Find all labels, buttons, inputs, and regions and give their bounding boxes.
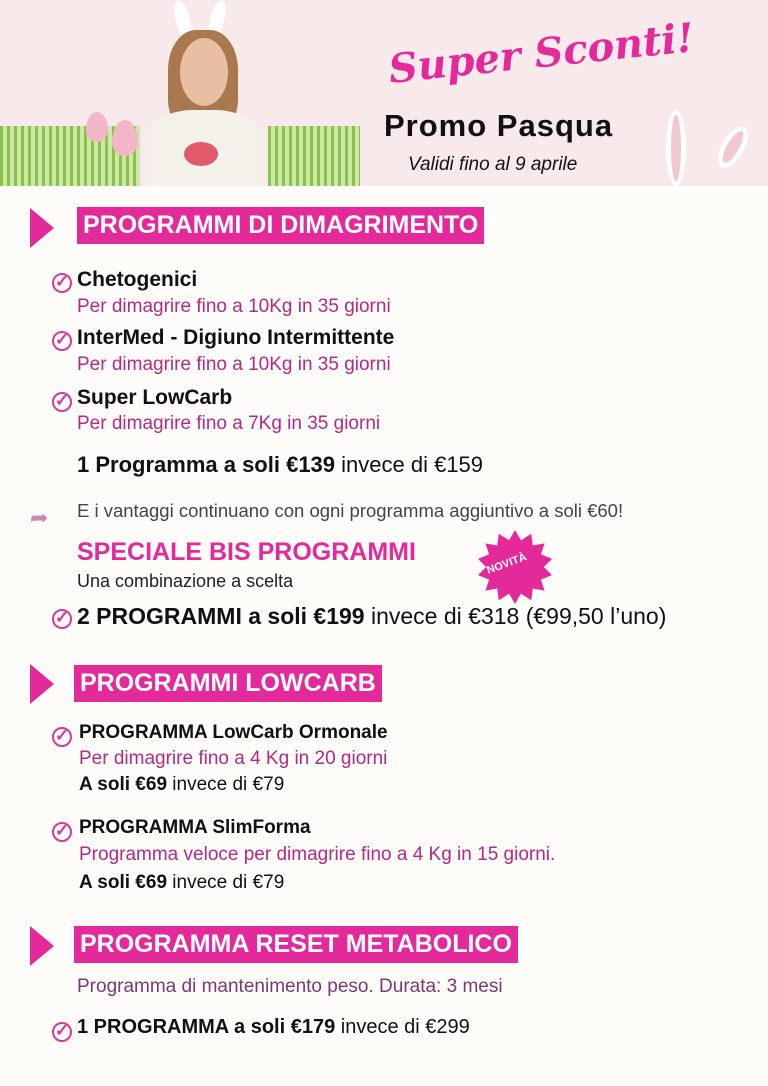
program-desc: Per dimagrire fino a 4 Kg in 20 giorni bbox=[79, 748, 388, 769]
super-sconti-script: Super Sconti! bbox=[386, 14, 697, 93]
hero-banner bbox=[0, 0, 768, 186]
section-title-lowcarb: PROGRAMMI LOWCARB bbox=[74, 665, 382, 702]
promo-title: Promo Pasqua bbox=[384, 108, 614, 143]
bis-price-line: 2 PROGRAMMI a soli €199 invece di €318 (€99,50 l’uno) bbox=[77, 603, 667, 629]
extra-program-note: E i vantaggi continuano con ogni programma aggiuntivo a soli €60! bbox=[77, 500, 624, 521]
price-line: A soli €69 invece di €79 bbox=[79, 872, 285, 893]
price-line: 1 Programma a soli €139 invece di €159 bbox=[77, 452, 484, 477]
check-icon: ✓ bbox=[52, 273, 72, 293]
program-name: InterMed - Digiuno Intermittente bbox=[77, 326, 395, 349]
program-name: PROGRAMMA LowCarb Ormonale bbox=[79, 722, 388, 743]
woman-photo bbox=[140, 0, 268, 186]
price-line: 1 PROGRAMMA a soli €179 invece di €299 bbox=[77, 1016, 470, 1038]
egg-image bbox=[112, 120, 138, 156]
grass-image bbox=[268, 126, 360, 186]
bis-title: SPECIALE BIS PROGRAMMI bbox=[77, 538, 416, 566]
check-icon: ✓ bbox=[52, 609, 72, 629]
section-title-reset: PROGRAMMA RESET METABOLICO bbox=[74, 926, 518, 963]
check-icon: ✓ bbox=[52, 392, 72, 412]
check-icon: ✓ bbox=[52, 1022, 72, 1042]
program-desc: Programma veloce per dimagrire fino a 4 Kg in 15 giorni. bbox=[79, 844, 556, 865]
check-icon: ✓ bbox=[52, 331, 72, 351]
curved-arrow-icon: ➦ bbox=[30, 505, 49, 530]
price-line: A soli €69 invece di €79 bbox=[79, 774, 285, 795]
section-arrow-icon bbox=[30, 664, 54, 704]
program-name: Chetogenici bbox=[77, 268, 198, 291]
program-desc: Per dimagrire fino a 10Kg in 35 giorni bbox=[77, 296, 391, 317]
bunny-ear-icon bbox=[666, 110, 686, 186]
validity-text: Validi fino al 9 aprile bbox=[408, 154, 578, 175]
section-arrow-icon bbox=[30, 208, 54, 248]
check-icon: ✓ bbox=[52, 727, 72, 747]
section-arrow-icon bbox=[30, 926, 54, 966]
program-desc: Per dimagrire fino a 10Kg in 35 giorni bbox=[77, 354, 391, 375]
reset-desc: Programma di mantenimento peso. Durata: 3 mesi bbox=[77, 976, 503, 997]
section-title-dimagrimento: PROGRAMMI DI DIMAGRIMENTO bbox=[77, 207, 484, 244]
egg-image bbox=[86, 112, 108, 142]
check-icon: ✓ bbox=[52, 822, 72, 842]
program-desc: Per dimagrire fino a 7Kg in 35 giorni bbox=[77, 413, 381, 434]
novita-badge-text: NOVITÀ bbox=[485, 551, 529, 577]
bunny-ear-icon bbox=[712, 122, 754, 173]
bis-subtitle: Una combinazione a scelta bbox=[77, 571, 294, 591]
program-name: PROGRAMMA SlimForma bbox=[79, 817, 311, 838]
program-name: Super LowCarb bbox=[77, 386, 233, 409]
